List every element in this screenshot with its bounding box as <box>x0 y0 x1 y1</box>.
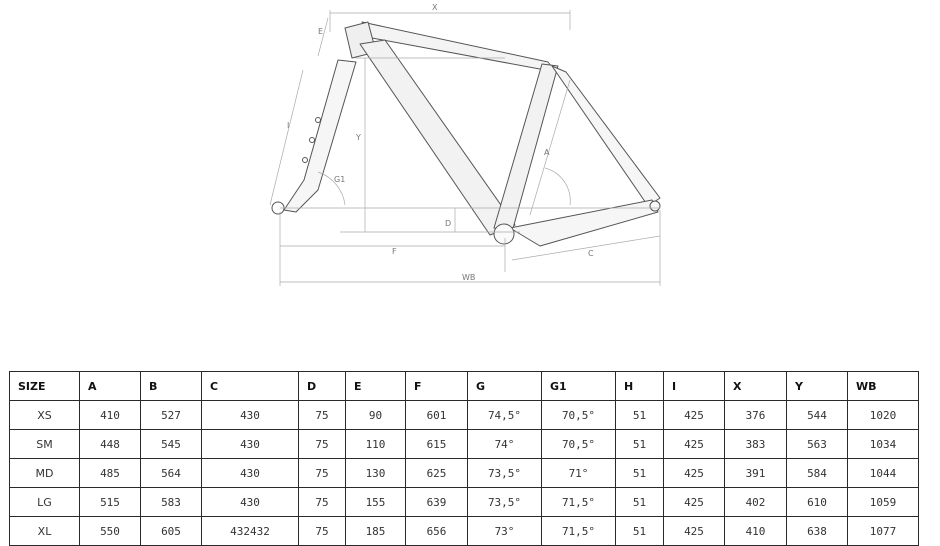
table-cell: 75 <box>299 459 346 488</box>
table-cell: 625 <box>406 459 468 488</box>
table-cell: 563 <box>787 430 848 459</box>
table-cell: 73° <box>468 517 542 546</box>
table-cell: 550 <box>80 517 141 546</box>
bottom-bracket <box>494 224 514 244</box>
table-cell: 90 <box>346 401 406 430</box>
size-cell: LG <box>10 488 80 517</box>
label-c: C <box>588 249 594 258</box>
fork <box>284 60 356 212</box>
table-cell: 391 <box>725 459 787 488</box>
header-size: SIZE <box>10 372 80 401</box>
table-cell: 610 <box>787 488 848 517</box>
table-cell: 73,5° <box>468 488 542 517</box>
table-header-row <box>10 372 919 401</box>
header-b: B <box>141 372 202 401</box>
label-f: F <box>392 247 397 256</box>
header-y: Y <box>787 372 848 401</box>
table-cell: 155 <box>346 488 406 517</box>
table-cell: 51 <box>616 517 664 546</box>
table-cell: 1034 <box>848 430 919 459</box>
table-cell: 432432 <box>202 517 299 546</box>
table-cell: 410 <box>80 401 141 430</box>
table-cell: 448 <box>80 430 141 459</box>
table-cell: 583 <box>141 488 202 517</box>
table-cell: 615 <box>406 430 468 459</box>
table-cell: 1044 <box>848 459 919 488</box>
table-cell: 1077 <box>848 517 919 546</box>
table-cell: 383 <box>725 430 787 459</box>
table-cell: 1020 <box>848 401 919 430</box>
dim-i-line <box>270 70 303 205</box>
table-cell: 430 <box>202 401 299 430</box>
table-cell: 410 <box>725 517 787 546</box>
table-cell: 1059 <box>848 488 919 517</box>
header-e: E <box>346 372 406 401</box>
table-cell: 527 <box>141 401 202 430</box>
table-cell: 71,5° <box>542 517 616 546</box>
table-cell: 601 <box>406 401 468 430</box>
table-cell: 638 <box>787 517 848 546</box>
header-g: G <box>468 372 542 401</box>
table-cell: 485 <box>80 459 141 488</box>
geometry-table <box>9 371 919 546</box>
table-cell: 605 <box>141 517 202 546</box>
size-cell: SM <box>10 430 80 459</box>
size-cell: XL <box>10 517 80 546</box>
table-cell: 75 <box>299 401 346 430</box>
header-h: H <box>616 372 664 401</box>
table-cell: 656 <box>406 517 468 546</box>
table-cell: 425 <box>664 488 725 517</box>
table-cell: 51 <box>616 459 664 488</box>
table-cell: 185 <box>346 517 406 546</box>
table-cell: 430 <box>202 430 299 459</box>
label-wb: WB <box>462 273 476 282</box>
table-cell: 544 <box>787 401 848 430</box>
header-c: C <box>202 372 299 401</box>
table-cell: 75 <box>299 430 346 459</box>
table-cell: 51 <box>616 488 664 517</box>
table-cell: 545 <box>141 430 202 459</box>
table-cell: 425 <box>664 401 725 430</box>
table-cell: 51 <box>616 401 664 430</box>
table-cell: 515 <box>80 488 141 517</box>
table-cell: 51 <box>616 430 664 459</box>
dim-e-line <box>318 18 328 56</box>
table-cell: 75 <box>299 517 346 546</box>
size-cell: XS <box>10 401 80 430</box>
table-cell: 71° <box>542 459 616 488</box>
table-cell: 75 <box>299 488 346 517</box>
table-cell: 70,5° <box>542 430 616 459</box>
dim-a-arc <box>545 168 570 205</box>
header-a: A <box>80 372 141 401</box>
table-cell: 425 <box>664 430 725 459</box>
table-cell: 564 <box>141 459 202 488</box>
header-x: X <box>725 372 787 401</box>
header-wb: WB <box>848 372 919 401</box>
table-cell: 71,5° <box>542 488 616 517</box>
table-cell: 73,5° <box>468 459 542 488</box>
table-cell: 110 <box>346 430 406 459</box>
table-cell: 74° <box>468 430 542 459</box>
table-row <box>10 517 919 546</box>
table-row <box>10 430 919 459</box>
size-cell: MD <box>10 459 80 488</box>
label-a: A <box>544 148 550 157</box>
table-cell: 430 <box>202 459 299 488</box>
label-x: X <box>432 3 438 12</box>
header-g1: G1 <box>542 372 616 401</box>
table-row <box>10 488 919 517</box>
label-e: E <box>318 27 324 36</box>
header-f: F <box>406 372 468 401</box>
label-y: Y <box>356 133 361 142</box>
rear-dropout <box>650 201 660 211</box>
table-cell: 430 <box>202 488 299 517</box>
table-cell: 425 <box>664 517 725 546</box>
table-cell: 425 <box>664 459 725 488</box>
table-cell: 639 <box>406 488 468 517</box>
table-cell: 376 <box>725 401 787 430</box>
table-cell: 130 <box>346 459 406 488</box>
label-i: I <box>287 121 290 130</box>
table-cell: 70,5° <box>542 401 616 430</box>
table-cell: 584 <box>787 459 848 488</box>
header-i: I <box>664 372 725 401</box>
table-cell: 402 <box>725 488 787 517</box>
label-d: D <box>445 219 452 228</box>
table-cell: 74,5° <box>468 401 542 430</box>
header-d: D <box>299 372 346 401</box>
table-row <box>10 401 919 430</box>
label-g1: G1 <box>334 175 346 184</box>
down-tube <box>360 40 515 235</box>
table-row <box>10 459 919 488</box>
